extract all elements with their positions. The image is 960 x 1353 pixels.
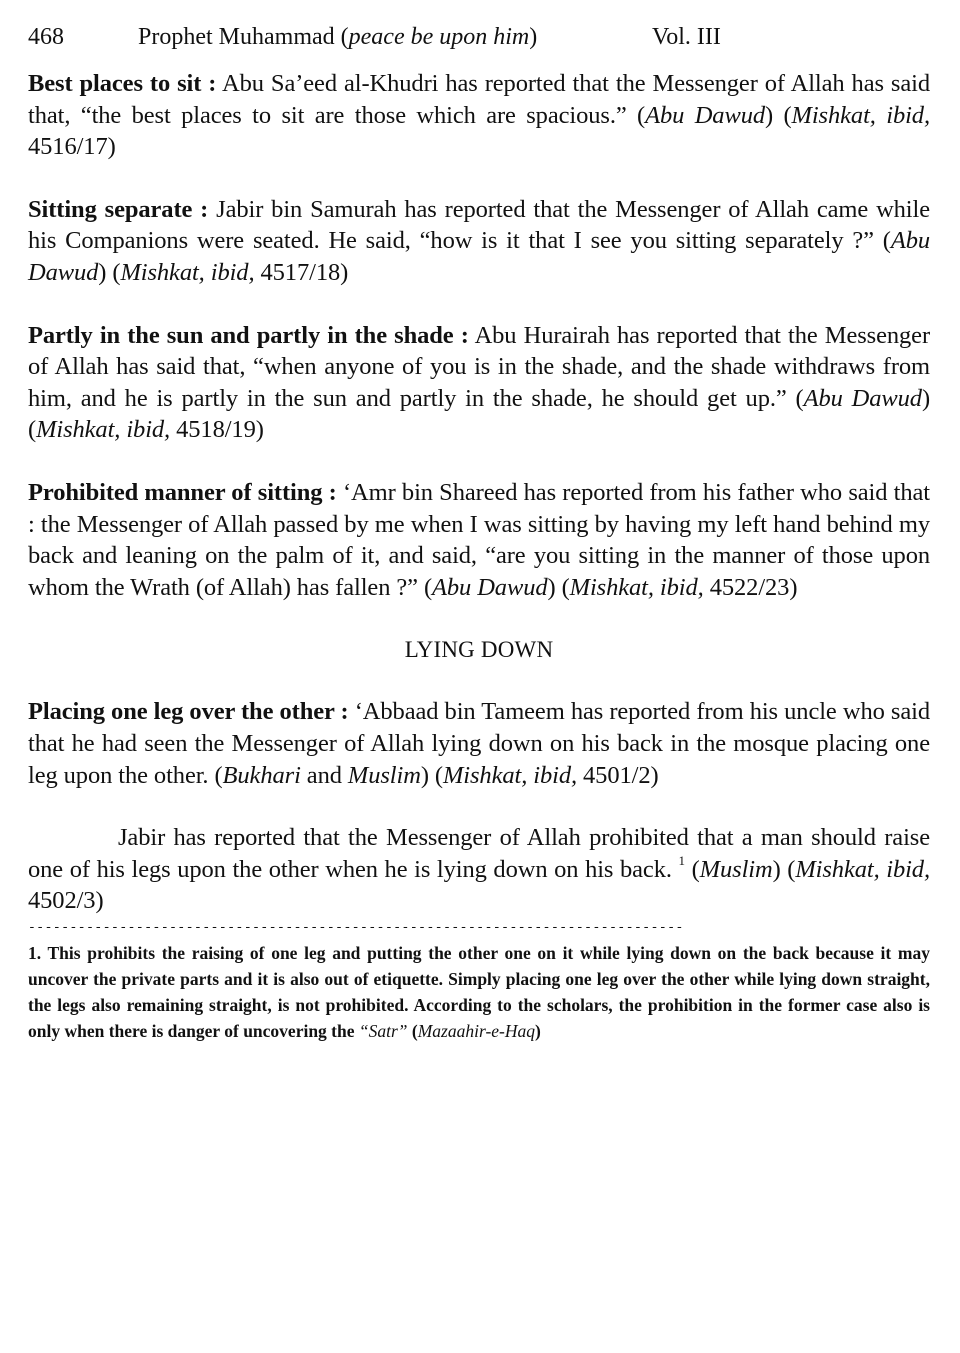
paragraph-prohibited-sitting: Prohibited manner of sitting : ‘Amr bin Shareed has reported from his father who said that : the Messenger of Allah passed by me when I was sitting by having my left hand behind my back and leaning on the palm of it, and said, “are you sitting in the manner of those upon whom the Wrath (of Allah) has fallen ?” (Abu Dawud) (Mishkat, ibid, 4522/23) [28, 478, 930, 601]
paragraph-jabir-prohibition: Jabir has reported that the Messenger of Allah prohibited that a man should raise one of his legs upon the other when he is lying down on his back. $^1$ (Muslim) (Mishkat, ibid, 4502/3) [28, 824, 930, 915]
page-number: 468 [28, 24, 64, 50]
section-heading: LYING DOWN [404, 637, 554, 663]
running-header [28, 20, 930, 54]
paragraph-sitting-separate: Sitting separate : Jabir bin Samurah has reported that the Messenger of Allah came while his Companions were seated. He said, “how is it that I see you sitting separately ?” (Abu Dawud) (Mishkat, ibid, 4517/18) [28, 195, 930, 286]
book-title: Prophet Muhammad (peace be upon him) [138, 24, 538, 50]
paragraph-leg-over-leg: Placing one leg over the other : ‘Abbaad bin Tameem has reported from his uncle who said that he had seen the Messenger of Allah lying down on his back in the mosque placing one leg upon the other. (Bukhari and Muslim) (Mishkat, ibid, 4501/2) [28, 698, 930, 789]
paragraph-heading: Best places to sit : [28, 70, 217, 97]
paragraph-best-places: Best places to sit : Abu Sa’eed al-Khudri has reported that the Messenger of Allah has said that, “the best places to sit are those which are spacious.” (Abu Dawud) (Mishkat, ibid, 4516/17) [28, 70, 930, 161]
footnote: 1. This prohibits the raising of one leg and putting the other one on it while lying down on the back because it may uncover the private parts and it is also out of etiquette. Simply placing one leg over the other while lying down straight, the legs also remaining straight, is not prohibited. According to the scholars, the prohibition in the former case also is only when there is danger of uncovering the “Satr” (Mazaahir-e-Haq) [28, 942, 930, 1041]
paragraph-heading: Placing one leg over the other : [28, 698, 349, 726]
paragraph-heading: Prohibited manner of sitting : [28, 478, 337, 506]
paragraph-heading: Partly in the sun and partly in the shade : [28, 321, 469, 349]
page [28, 20, 930, 1044]
paragraph-heading: Sitting separate : [28, 195, 209, 223]
volume-label: Vol. III [652, 24, 721, 50]
paragraph-sun-and-shade: Partly in the sun and partly in the shade : Abu Hurairah has reported that the Messenger of Allah has said that, “when anyone of you is in the shade, and the shade withdraws from him, and he is partly in the sun and partly in the shade, he should get up.” (Abu Dawud) (Mishkat, ibid, 4518/19) [28, 321, 931, 444]
footnote-reference: 1 [678, 852, 685, 868]
footnote-divider: ------------------------------------------------------------------------------- [28, 919, 684, 935]
